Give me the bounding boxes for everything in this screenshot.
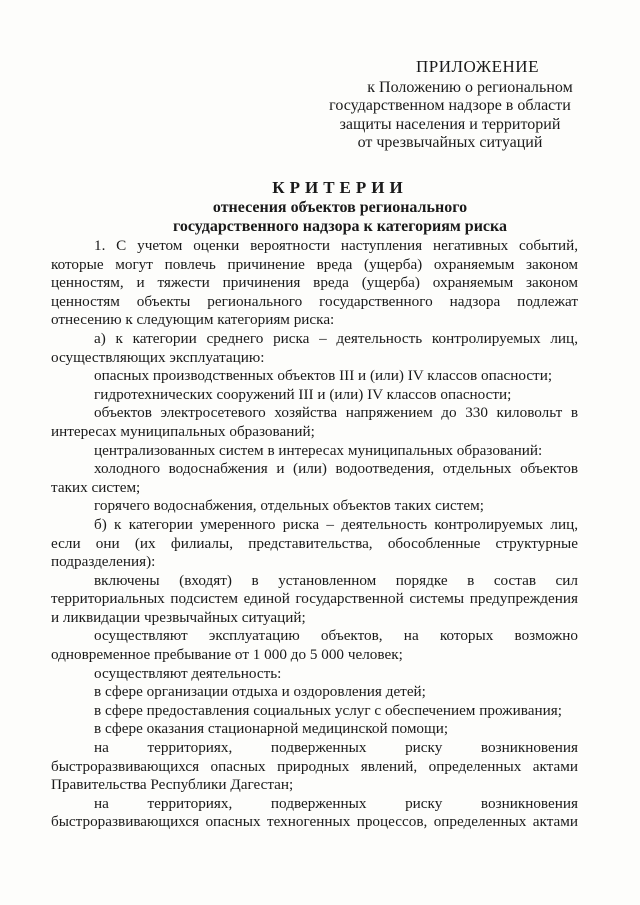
paragraph: а) к категории среднего риска – деятельность контролируемых лиц, осуществляющих эксплуатацию: — [51, 329, 578, 366]
paragraph: в сфере предоставления социальных услуг с обеспечением проживания; — [94, 701, 562, 719]
paragraph: осуществляют эксплуатацию объектов, на которых возможно одновременное пребывание от 1 000 до 5 000 человек; — [51, 627, 578, 664]
paragraph: централизованных систем в интересах муниципальных образований: — [94, 441, 543, 459]
paragraph: в сфере организации отдыха и оздоровления детей; — [94, 683, 426, 701]
paragraph: 1. С учетом оценки вероятности наступления негативных событий, которые могут повлечь причинение вреда (ущерба) охраняемым законом ценностям, и тяжести причинения вреда (ущерба) охраняемым законом ценностям объекты регионального государственного надзора подлежат отнесению к следующим категориям риска: — [51, 237, 578, 329]
heading-main: КРИТЕРИИ — [272, 178, 408, 197]
paragraph: холодного водоснабжения и (или) водоотведения, отдельных объектов таких систем; — [51, 460, 578, 496]
appendix-line: государственном надзоре в области — [329, 97, 571, 114]
paragraph: на территориях, подверженных риску возникновения быстроразвивающихся опасных техногенных процессов, определенных актами — [51, 794, 578, 831]
document-heading — [40, 178, 640, 236]
paragraph: опасных производственных объектов III и (или) IV классов опасности; — [94, 367, 553, 385]
appendix-line: к Положению о региональном — [367, 78, 573, 96]
appendix-title: ПРИЛОЖЕНИЕ — [416, 57, 539, 76]
paragraph: б) к категории умеренного риска – деятельность контролируемых лиц, если они (их филиалы, представительства, обособленные структурные подразделения): — [51, 515, 578, 571]
paragraph: гидротехнических сооружений III и (или) IV классов опасности; — [94, 385, 512, 403]
appendix-line: защиты населения и территорий — [339, 115, 561, 133]
appendix-line: от чрезвычайных ситуаций — [357, 134, 543, 151]
heading-sub-line: государственного надзора к категориям риска — [173, 218, 507, 235]
paragraph: на территориях, подверженных риску возникновения быстроразвивающихся опасных природных явлений, определенных актами Правительства Республики Дагестан; — [51, 739, 578, 794]
appendix-block — [300, 58, 600, 153]
paragraph: включены (входят) в установленном порядке в состав сил территориальных подсистем единой государственной системы предупреждения и ликвидации чрезвычайных ситуаций; — [51, 571, 578, 626]
heading-sub-line: отнесения объектов регионального — [212, 199, 468, 216]
document-body — [51, 237, 578, 832]
paragraph: осуществляют деятельность: — [94, 664, 282, 682]
paragraph: в сфере оказания стационарной медицинской помощи; — [94, 720, 449, 738]
paragraph: горячего водоснабжения, отдельных объектов таких систем; — [94, 497, 484, 515]
paragraph: объектов электросетевого хозяйства напряжением до 330 киловольт в интересах муниципальных образований; — [51, 404, 578, 440]
